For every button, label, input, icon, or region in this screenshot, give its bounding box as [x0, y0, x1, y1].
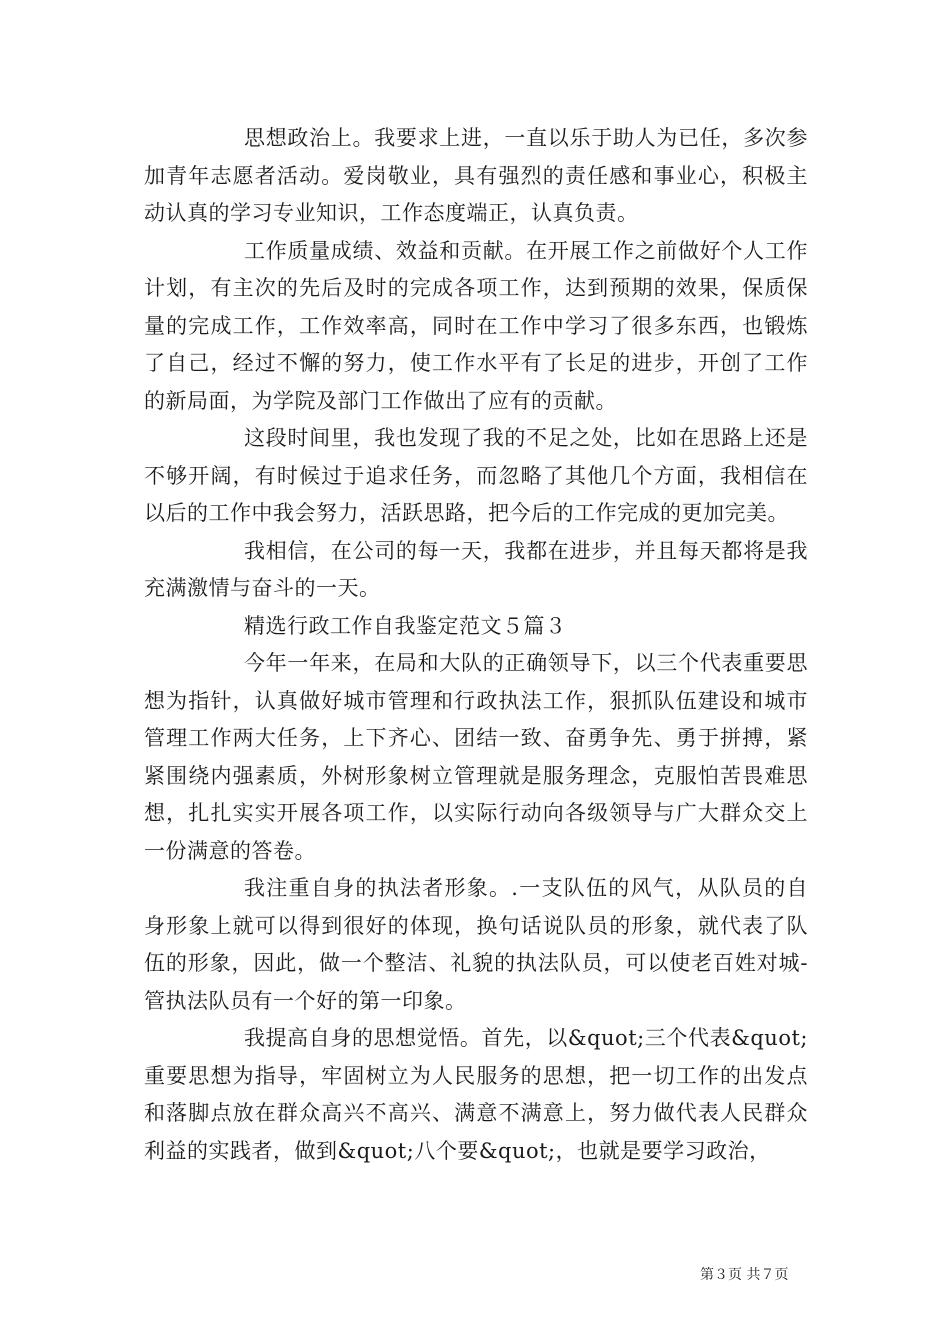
page-number-footer: 第３页 共７页 [700, 1267, 789, 1283]
paragraph-self-image: 我注重自身的执法者形象。.一支队伍的风气，从队员的自身形象上就可以得到很好的体现，换句话说队员的形象，就代表了队伍的形象，因此，做一个整洁、礼貌的执法队员，可以使老百姓对城-管执法队员有一个好的第一印象。 [144, 876, 808, 1013]
paragraph-political: 思想政治上。我要求上进，一直以乐于助人为已任，多次参加青年志愿者活动。爱岗敬业，具有强烈的责任感和事业心，积极主动认真的学习专业知识，工作态度端正，认真负责。 [144, 126, 808, 225]
paragraph-belief: 我相信，在公司的每一天，我都在进步，并且每天都将是我充满激情与奋斗的一天。 [144, 538, 808, 600]
section-heading: 精选行政工作自我鉴定范文５篇３ [244, 613, 567, 638]
paragraph-awareness: 我提高自身的思想觉悟。首先，以&quot;三个代表&quot;重要思想为指导，牢固树立为人民服务的思想，把一切工作的出发点和落脚点放在群众高兴不高兴、满意不满意上，努力做代表人民群众利益的实践者，做到&quot;八个要&quot;，也就是要学习政治， [144, 1026, 808, 1163]
document-body [144, 120, 808, 1170]
paragraph-year-review: 今年一年来，在局和大队的正确领导下，以三个代表重要思想为指针，认真做好城市管理和行政执法工作，狠抓队伍建设和城市管理工作两大任务，上下齐心、团结一致、奋勇争先、勇于拼搏，紧紧围绕内强素质，外树形象树立管理就是服务理念，克服怕苦畏难思想，扎扎实实开展各项工作，以实际行动向各级领导与广大群众交上一份满意的答卷。 [144, 651, 808, 863]
paragraph-work-quality: 工作质量成绩、效益和贡献。在开展工作之前做好个人工作计划，有主次的先后及时的完成各项工作，达到预期的效果，保质保量的完成工作，工作效率高，同时在工作中学习了很多东西，也锻炼了自己，经过不懈的努力，使工作水平有了长足的进步，开创了工作的新局面，为学院及部门工作做出了应有的贡献。 [144, 238, 808, 413]
paragraph-shortcomings: 这段时间里，我也发现了我的不足之处，比如在思路上还是不够开阔，有时候过于追求任务，而忽略了其他几个方面，我相信在以后的工作中我会努力，活跃思路，把今后的工作完成的更加完美。 [144, 426, 808, 525]
